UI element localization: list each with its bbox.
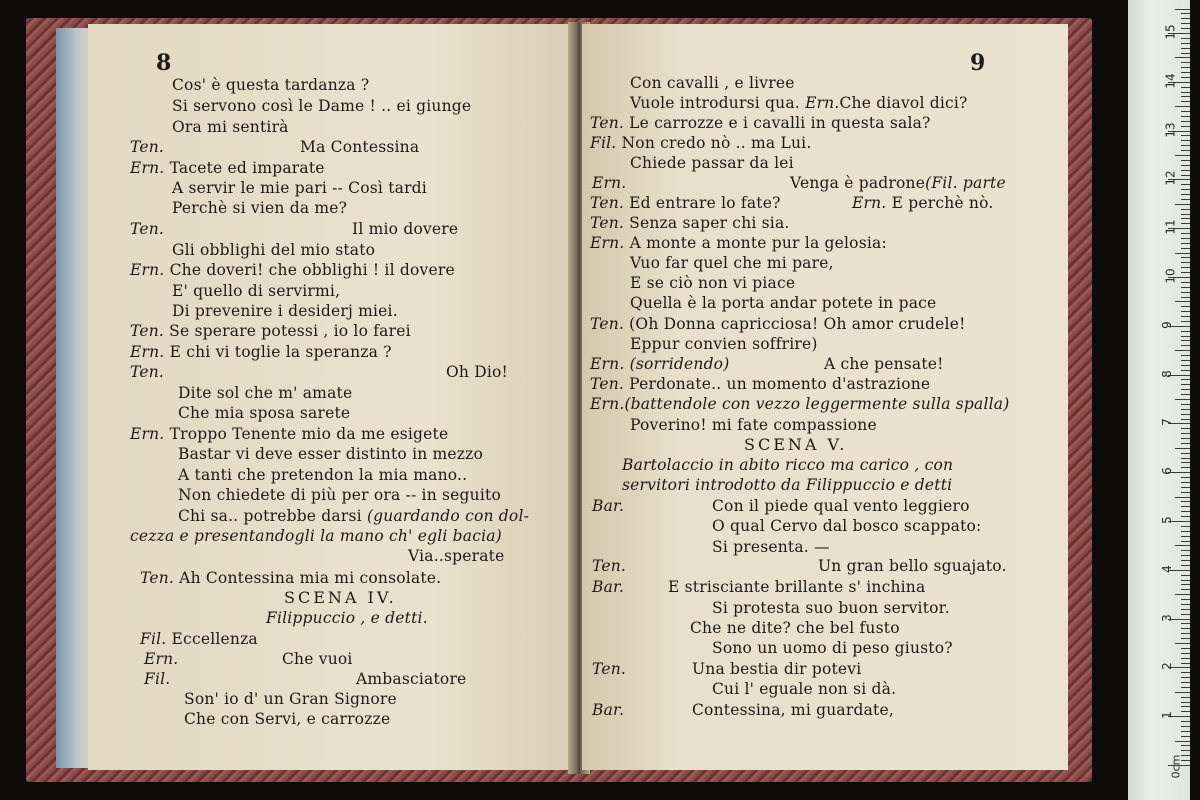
ruler-tick xyxy=(1181,492,1190,493)
ruler-tick xyxy=(1181,121,1190,122)
ruler-tick xyxy=(1181,340,1190,341)
ruler-number: 12 xyxy=(1163,170,1178,187)
ruler-tick xyxy=(1181,43,1190,44)
verse-line: O qual Cervo dal bosco scappato: xyxy=(712,517,982,535)
speaker-label: Bar. xyxy=(592,578,625,596)
ruler-tick xyxy=(1181,262,1190,263)
ruler-tick xyxy=(1181,482,1190,483)
ruler-tick xyxy=(1175,545,1190,546)
ruler-tick xyxy=(1181,199,1190,200)
ruler-tick xyxy=(1181,394,1190,395)
verse-line: Chiede passar da lei xyxy=(630,154,794,172)
verse-line: Fil. Eccellenza xyxy=(140,630,258,648)
verse-line: Ern. (sorridendo) A che pensate! xyxy=(590,355,944,373)
speaker-label: Ern. xyxy=(130,261,165,279)
verse-line: Vuo far quel che mi pare, xyxy=(630,254,834,272)
verse-line: Fil. Non credo nò .. ma Lui. xyxy=(590,134,812,152)
ruler-tick xyxy=(1181,92,1190,93)
stage-direction: (battendole con vezzo leggermente sulla spalla) xyxy=(624,395,1010,413)
ruler-tick xyxy=(1181,736,1190,737)
ruler-tick xyxy=(1181,238,1190,239)
ruler-tick xyxy=(1181,175,1190,176)
verse-line: Si servono così le Dame ! .. ei giunge xyxy=(172,97,472,115)
ruler-tick xyxy=(1181,345,1190,346)
ruler-tick xyxy=(1181,23,1190,24)
verse-line xyxy=(590,395,1010,413)
ruler-tick xyxy=(1181,414,1190,415)
ruler-tick xyxy=(1175,497,1190,498)
verse-line: Ten. (Oh Donna capricciosa! Oh amor crudele! xyxy=(590,315,966,333)
verse-line: Ten. Ed entrare lo fate? Ern. E perchè nò. xyxy=(590,194,994,212)
ruler-tick xyxy=(1181,116,1190,117)
verse-line: Ern. E chi vi toglie la speranza ? xyxy=(130,343,392,361)
speaker-label: Ten. xyxy=(590,375,625,393)
ruler-tick xyxy=(1181,609,1190,610)
ruler-tick xyxy=(1181,126,1190,127)
speaker-label: Ten. xyxy=(130,363,165,381)
ruler-tick xyxy=(1181,409,1190,410)
ruler-tick xyxy=(1181,194,1190,195)
ruler-tick xyxy=(1181,419,1190,420)
ruler-number: 10 xyxy=(1163,268,1178,284)
ruler-tick xyxy=(1181,331,1190,332)
ruler-tick xyxy=(1181,731,1190,732)
ruler-tick xyxy=(1181,282,1190,283)
ruler-tick xyxy=(1181,726,1190,727)
ruler-tick xyxy=(1181,550,1190,551)
speaker-label: Ten. xyxy=(130,322,165,340)
ruler-tick xyxy=(1181,96,1190,97)
verse-line: Ten. Una bestia dir potevi xyxy=(592,660,862,678)
ruler-tick xyxy=(1181,477,1190,478)
verse-line: Di prevenire i desiderj miei. xyxy=(172,302,398,320)
speaker-label: Ten. xyxy=(590,114,625,132)
ruler-tick xyxy=(1181,638,1190,639)
ruler-tick xyxy=(1181,170,1190,171)
page-number: 9 xyxy=(970,50,986,76)
ruler-tick xyxy=(1181,633,1190,634)
ruler-tick xyxy=(1181,672,1190,673)
speaker-label: Fil. xyxy=(590,134,617,152)
speaker-label: Ern. xyxy=(130,159,165,177)
ruler-tick xyxy=(1181,267,1190,268)
ruler-number: 15 xyxy=(1163,24,1178,40)
ruler-tick xyxy=(1175,594,1190,595)
speaker-label: Ten. xyxy=(130,220,165,238)
scene-heading: SCENA V. xyxy=(744,435,848,454)
stage-direction: (guardando con dol- xyxy=(366,507,530,525)
ruler-tick xyxy=(1181,101,1190,102)
verse-line: Si presenta. — xyxy=(712,538,830,556)
ruler-tick xyxy=(1181,702,1190,703)
speaker-label: Ten. xyxy=(590,315,625,333)
ruler-tick xyxy=(1181,111,1190,112)
ruler-tick xyxy=(1181,62,1190,63)
verse-line: Con cavalli , e livree xyxy=(630,74,795,92)
stage-direction: cezza e presentandogli la mano ch' egli bacia) xyxy=(130,527,502,545)
ruler-tick xyxy=(1181,165,1190,166)
ruler-tick xyxy=(1181,379,1190,380)
speaker-label: Ten. xyxy=(590,214,625,232)
ruler-tick xyxy=(1181,48,1190,49)
ruler-tick xyxy=(1175,204,1190,205)
speaker-label: Ern. xyxy=(805,94,840,112)
verse-line: Quella è la porta andar potete in pace xyxy=(630,294,937,312)
ruler-number: 7 xyxy=(1159,418,1174,427)
ruler-number: 3 xyxy=(1159,613,1174,622)
verse-line: Bastar vi deve esser distinto in mezzo xyxy=(178,445,484,463)
verse-line: Gli obblighi del mio stato xyxy=(172,241,376,259)
ruler-tick xyxy=(1181,453,1190,454)
ruler-tick xyxy=(1181,272,1190,273)
ruler-tick xyxy=(1181,297,1190,298)
ruler-tick xyxy=(1181,589,1190,590)
verse-line: Ern. Venga è padrone(Fil. parte xyxy=(592,174,1006,192)
ruler-tick xyxy=(1181,160,1190,161)
ruler-tick xyxy=(1175,643,1190,644)
ruler-tick xyxy=(1181,257,1190,258)
ruler-tick xyxy=(1181,438,1190,439)
ruler-tick xyxy=(1175,155,1190,156)
ruler-tick xyxy=(1175,253,1190,254)
verse-line: Ern. A monte a monte pur la gelosia: xyxy=(590,234,887,252)
stage-direction: servitori introdotto da Filippuccio e detti xyxy=(622,476,953,494)
ruler-tick xyxy=(1181,248,1190,249)
ruler-tick xyxy=(1181,38,1190,39)
verse-line xyxy=(622,456,953,474)
verse-line: Cui l' eguale non si dà. xyxy=(712,680,897,698)
verse-line xyxy=(266,609,428,627)
ruler-tick xyxy=(1181,604,1190,605)
ruler-tick xyxy=(1181,565,1190,566)
ruler-tick xyxy=(1181,663,1190,664)
ruler-tick xyxy=(1181,428,1190,429)
ruler-number: 1 xyxy=(1159,711,1174,720)
ruler-number: 2 xyxy=(1159,662,1174,671)
ruler-tick xyxy=(1181,404,1190,405)
scene-heading: SCENA IV. xyxy=(284,588,397,607)
speaker-label: Bar. xyxy=(592,701,625,719)
ruler-number: 9 xyxy=(1159,320,1174,329)
ruler-number: 14 xyxy=(1163,73,1178,89)
stage-direction: Filippuccio , e detti. xyxy=(266,609,428,627)
ruler-tick xyxy=(1181,560,1190,561)
ruler-number: 13 xyxy=(1163,121,1178,138)
endpaper-edge xyxy=(56,28,90,768)
ruler-tick xyxy=(1181,292,1190,293)
ruler-tick xyxy=(1175,741,1190,742)
ruler-tick xyxy=(1181,580,1190,581)
verse-line: E' quello di servirmi, xyxy=(172,282,341,300)
ruler-tick xyxy=(1181,458,1190,459)
verse-line: Si protesta suo buon servitor. xyxy=(712,599,950,617)
ruler-tick xyxy=(1181,209,1190,210)
ruler-tick xyxy=(1181,355,1190,356)
ruler-tick xyxy=(1181,584,1190,585)
ruler-tick xyxy=(1181,628,1190,629)
ruler-tick xyxy=(1181,658,1190,659)
ruler-tick xyxy=(1181,184,1190,185)
ruler-tick xyxy=(1181,443,1190,444)
ruler-tick xyxy=(1175,350,1190,351)
ruler-tick xyxy=(1181,599,1190,600)
ruler-tick xyxy=(1181,336,1190,337)
stage-direction: (sorridendo) xyxy=(629,355,730,373)
verse-line: Cos' è questa tardanza ? xyxy=(172,76,370,94)
ruler-tick xyxy=(1181,653,1190,654)
ruler-tick xyxy=(1175,399,1190,400)
verse-line xyxy=(130,527,502,545)
stage-direction: (Fil. parte xyxy=(925,174,1006,192)
ruler-tick xyxy=(1181,140,1190,141)
measuring-ruler xyxy=(1128,0,1190,800)
ruler-tick xyxy=(1181,750,1190,751)
ruler-tick xyxy=(1181,648,1190,649)
ruler-tick xyxy=(1181,243,1190,244)
verse-line: Ten. Il mio dovere xyxy=(130,220,459,238)
ruler-tick xyxy=(1175,301,1190,302)
verse-line: Ern. Che doveri! che obblighi ! il dovere xyxy=(130,261,455,279)
speaker-label: Ern. xyxy=(144,650,179,668)
verse-line: Ern. Troppo Tenente mio da me esigete xyxy=(130,425,449,443)
ruler-tick xyxy=(1181,501,1190,502)
verse-line: Ora mi sentirà xyxy=(172,118,289,136)
ruler-tick xyxy=(1181,218,1190,219)
ruler-tick xyxy=(1181,721,1190,722)
verse-line: Ten. Se sperare potessi , io lo farei xyxy=(130,322,411,340)
verse-line: Ten. Senza saper chi sia. xyxy=(590,214,790,232)
ruler-tick xyxy=(1181,433,1190,434)
ruler-tick xyxy=(1181,682,1190,683)
verse-line: Fil. Ambasciatore xyxy=(144,670,467,688)
ruler-tick xyxy=(1181,321,1190,322)
ruler-tick xyxy=(1181,365,1190,366)
ruler-tick xyxy=(1181,135,1190,136)
verse-line: Eppur convien soffrire) xyxy=(630,335,818,353)
verse-line: Che mia sposa sarete xyxy=(178,404,351,422)
ruler-tick xyxy=(1181,214,1190,215)
verse-line: Vuole introdursi qua. Ern.Che diavol dici? xyxy=(630,94,968,112)
verse-line: Che ne dite? che bel fusto xyxy=(690,619,900,637)
ruler-tick xyxy=(1181,531,1190,532)
ruler-tick xyxy=(1181,511,1190,512)
ruler-tick xyxy=(1181,72,1190,73)
verse-line: A servir le mie pari -- Così tardi xyxy=(172,179,427,197)
ruler-tick xyxy=(1175,448,1190,449)
speaker-label: Ern. xyxy=(852,194,887,212)
ruler-tick xyxy=(1181,555,1190,556)
verse-line: Ten. Ah Contessina mia mi consolate. xyxy=(140,569,442,587)
ruler-tick xyxy=(1181,223,1190,224)
speaker-label: Ten. xyxy=(590,194,625,212)
verse-line: Non chiedete di più per ora -- in seguito xyxy=(178,486,501,504)
verse-line: Ten. Le carrozze e i cavalli in questa sala? xyxy=(590,114,931,132)
verse-line: Che con Servi, e carrozze xyxy=(184,710,391,728)
ruler-tick xyxy=(1181,467,1190,468)
ruler-tick xyxy=(1181,745,1190,746)
speaker-label: Ten. xyxy=(140,569,175,587)
ruler-tick xyxy=(1181,28,1190,29)
ruler-tick xyxy=(1181,506,1190,507)
verse-line: Perchè si vien da me? xyxy=(172,199,348,217)
verse-line: Ten. Un gran bello sguajato. xyxy=(592,557,1007,575)
ruler-number: 6 xyxy=(1159,467,1174,476)
speaker-label: Ern. xyxy=(590,395,625,413)
ruler-tick xyxy=(1181,687,1190,688)
ruler-tick xyxy=(1181,536,1190,537)
speaker-label: Bar. xyxy=(592,497,625,515)
verse-line: A tanti che pretendon la mia mano.. xyxy=(178,466,468,484)
speaker-label: Ten. xyxy=(592,660,627,678)
ruler-tick xyxy=(1181,306,1190,307)
verse-line: Son' io d' un Gran Signore xyxy=(184,690,397,708)
speaker-label: Fil. xyxy=(140,630,167,648)
ruler-number: 11 xyxy=(1163,219,1178,235)
speaker-label: Ten. xyxy=(130,138,165,156)
ruler-number: 4 xyxy=(1159,564,1174,573)
verse-line: Chi sa.. potrebbe darsi (guardando con dol- xyxy=(178,507,530,525)
ruler-tick xyxy=(1181,697,1190,698)
ruler-tick xyxy=(1181,67,1190,68)
speaker-label: Ern. xyxy=(590,234,625,252)
ruler-number: 8 xyxy=(1159,369,1174,378)
verse-line xyxy=(622,476,952,494)
ruler-tick xyxy=(1175,57,1190,58)
ruler-tick xyxy=(1181,575,1190,576)
ruler-tick xyxy=(1181,623,1190,624)
ruler-tick xyxy=(1181,487,1190,488)
speaker-label: Ten. xyxy=(592,557,627,575)
verse-line: Bar. E strisciante brillante s' inchina xyxy=(592,578,926,596)
ruler-unit-label: 0cm xyxy=(1169,754,1183,779)
ruler-tick xyxy=(1181,384,1190,385)
left-page xyxy=(88,24,574,770)
stage-direction: Bartolaccio in abito ricco ma carico , con xyxy=(622,456,954,474)
ruler-tick xyxy=(1181,516,1190,517)
ruler-tick xyxy=(1181,87,1190,88)
verse-line: Ten. Perdonate.. un momento d'astrazione xyxy=(590,375,931,393)
ruler-tick xyxy=(1181,150,1190,151)
speaker-label: Ern. xyxy=(130,343,165,361)
ruler-tick xyxy=(1181,370,1190,371)
ruler-tick xyxy=(1181,677,1190,678)
ruler-tick xyxy=(1181,77,1190,78)
verse-line: Ten. Oh Dio! xyxy=(130,363,508,381)
verse-line: Bar. Contessina, mi guardate, xyxy=(592,701,894,719)
verse-line: Dite sol che m' amate xyxy=(178,384,353,402)
right-page xyxy=(582,24,1068,770)
verse-line: Ern. Tacete ed imparate xyxy=(130,159,325,177)
ruler-tick xyxy=(1181,389,1190,390)
page-number: 8 xyxy=(156,50,172,76)
ruler-tick xyxy=(1181,316,1190,317)
verse-line: E se ciò non vi piace xyxy=(630,274,796,292)
ruler-tick xyxy=(1181,541,1190,542)
ruler-tick xyxy=(1181,189,1190,190)
verse-line: Ten. Ma Contessina xyxy=(130,138,420,156)
ruler-tick xyxy=(1181,311,1190,312)
verse-line: Via..sperate xyxy=(408,547,505,565)
ruler-tick xyxy=(1181,711,1190,712)
verse-line: Sono un uomo di peso giusto? xyxy=(712,639,953,657)
verse-line: Bar. Con il piede qual vento leggiero xyxy=(592,497,970,515)
ruler-tick xyxy=(1175,9,1190,10)
ruler-tick xyxy=(1181,526,1190,527)
speaker-label: Ern. xyxy=(592,174,627,192)
ruler-tick xyxy=(1181,18,1190,19)
ruler-tick xyxy=(1181,233,1190,234)
ruler-number: 5 xyxy=(1159,516,1174,524)
ruler-tick xyxy=(1181,13,1190,14)
verse-line: Ern. Che vuoi xyxy=(144,650,353,668)
speaker-label: Ern. xyxy=(590,355,625,373)
ruler-tick xyxy=(1181,706,1190,707)
ruler-tick xyxy=(1181,614,1190,615)
speaker-label: Fil. xyxy=(144,670,171,688)
ruler-tick xyxy=(1181,287,1190,288)
ruler-tick xyxy=(1181,462,1190,463)
speaker-label: Ern. xyxy=(130,425,165,443)
verse-line: Poverino! mi fate compassione xyxy=(630,416,877,434)
ruler-tick xyxy=(1175,692,1190,693)
ruler-tick xyxy=(1181,53,1190,54)
ruler-tick xyxy=(1175,106,1190,107)
ruler-tick xyxy=(1181,145,1190,146)
ruler-tick xyxy=(1181,360,1190,361)
